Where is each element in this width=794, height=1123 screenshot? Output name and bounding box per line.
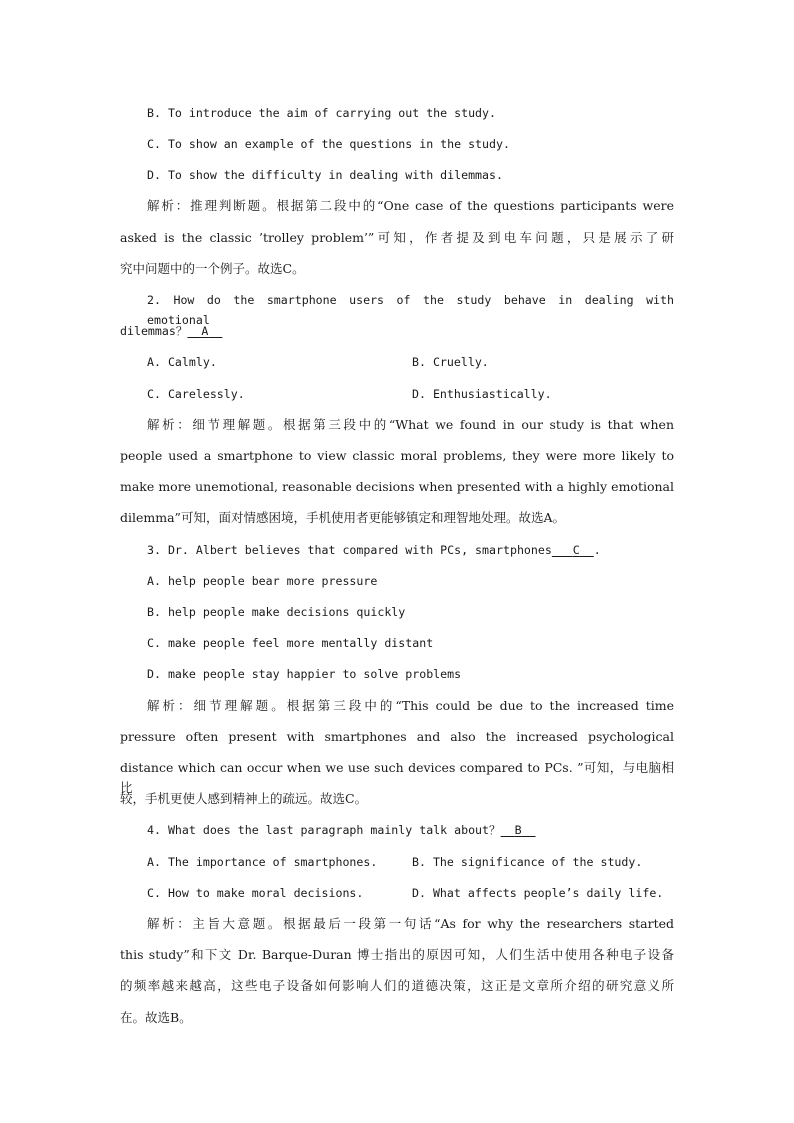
- q4-options-row1: [147, 852, 674, 872]
- q3-answer: [552, 540, 594, 560]
- q1-option-b: B. To introduce the aim of carrying out the study.: [147, 106, 497, 120]
- q2-answer: [187, 321, 222, 341]
- q1-analysis-line3: 究中问题中的一个例子。故选C。: [120, 261, 305, 276]
- q3-option-b: B. help people make decisions quickly: [147, 605, 406, 619]
- q4-stem: [147, 820, 674, 840]
- q3-stem-text: 3. Dr. Albert believes that compared with PCs, smartphones: [147, 543, 552, 557]
- q2-options-row2: [147, 384, 674, 404]
- q4-option-b: B. The significance of the study.: [412, 855, 643, 869]
- q2-analysis-line3: make more unemotional, reasonable decisions when presented with a highly emotional: [120, 479, 674, 494]
- q3-stem: [147, 540, 674, 560]
- q4-option-d: D. What affects people’s daily life.: [412, 886, 664, 900]
- q2-option-a: A. Calmly.: [147, 355, 217, 369]
- q4-analysis-line2: this study”和下文 Dr. Barque-Duran 博士指出的原因可知，人们生活中使用各种电子设备: [120, 947, 674, 962]
- q2-stem-line1: 2. How do the smartphone users of the study behave in dealing with emotional: [147, 293, 674, 327]
- q2-analysis-line4: dilemma”可知，面对情感困境，手机使用者更能够镇定和理智地处理。故选A。: [120, 510, 565, 525]
- q1-option-c: C. To show an example of the questions in the study.: [147, 137, 510, 151]
- q3-analysis-line4: 较，手机更使人感到精神上的疏远。故选C。: [120, 791, 368, 806]
- q2-option-b: B. Cruelly.: [412, 355, 489, 369]
- q2-options-row1: [147, 352, 674, 372]
- q4-answer: [501, 820, 536, 840]
- q4-option-c: C. How to make moral decisions.: [147, 886, 364, 900]
- q1-analysis-line1: 解析：推理判断题。根据第二段中的“One case of the questions participants were: [147, 198, 674, 213]
- q4-analysis-line1: 解析：主旨大意题。根据最后一段第一句话“As for why the researchers started: [147, 916, 674, 931]
- q1-option-d: D. To show the difficulty in dealing with dilemmas.: [147, 168, 503, 182]
- q2-answer-letter: A: [201, 324, 209, 338]
- q3-option-a: A. help people bear more pressure: [147, 574, 378, 588]
- q4-option-a: A. The importance of smartphones.: [147, 855, 378, 869]
- q3-option-c: C. make people feel more mentally distant: [147, 636, 434, 650]
- q2-option-c: C. Carelessly.: [147, 387, 245, 401]
- q3-analysis-line2: pressure often present with smartphones and also the increased psychological: [120, 729, 674, 744]
- q4-analysis-line4: 在。故选B。: [120, 1010, 192, 1025]
- q2-stem-line2: [120, 321, 674, 341]
- q3-stem-end: .: [593, 543, 601, 557]
- q4-options-row2: [147, 883, 674, 903]
- q4-analysis-line3: 的频率越来越高，这些电子设备如何影响人们的道德决策，这正是文章所介绍的研究意义所: [120, 978, 674, 993]
- q4-answer-letter: B: [514, 823, 522, 837]
- q3-analysis-line3: distance which can occur when we use such devices compared to PCs. ”可知，与电脑相比: [120, 760, 674, 795]
- q1-analysis-line2: asked is the classic ’trolley problem’”可知，作者提及到电车问题，只是展示了研: [120, 230, 674, 245]
- q2-analysis-line2: people used a smartphone to view classic moral problems, they were more likely to: [120, 448, 674, 463]
- q3-analysis-line1: 解析：细节理解题。根据第三段中的“This could be due to the increased time: [147, 698, 674, 713]
- q4-stem-text: 4. What does the last paragraph mainly talk about？: [147, 823, 501, 837]
- q3-answer-letter: C: [572, 543, 580, 557]
- q3-option-d: D. make people stay happier to solve problems: [147, 667, 462, 681]
- q2-analysis-line1: 解析：细节理解题。根据第三段中的“What we found in our study is that when: [147, 417, 674, 432]
- q2-option-d: D. Enthusiastically.: [412, 387, 552, 401]
- q2-stem-text: dilemmas？: [120, 324, 188, 338]
